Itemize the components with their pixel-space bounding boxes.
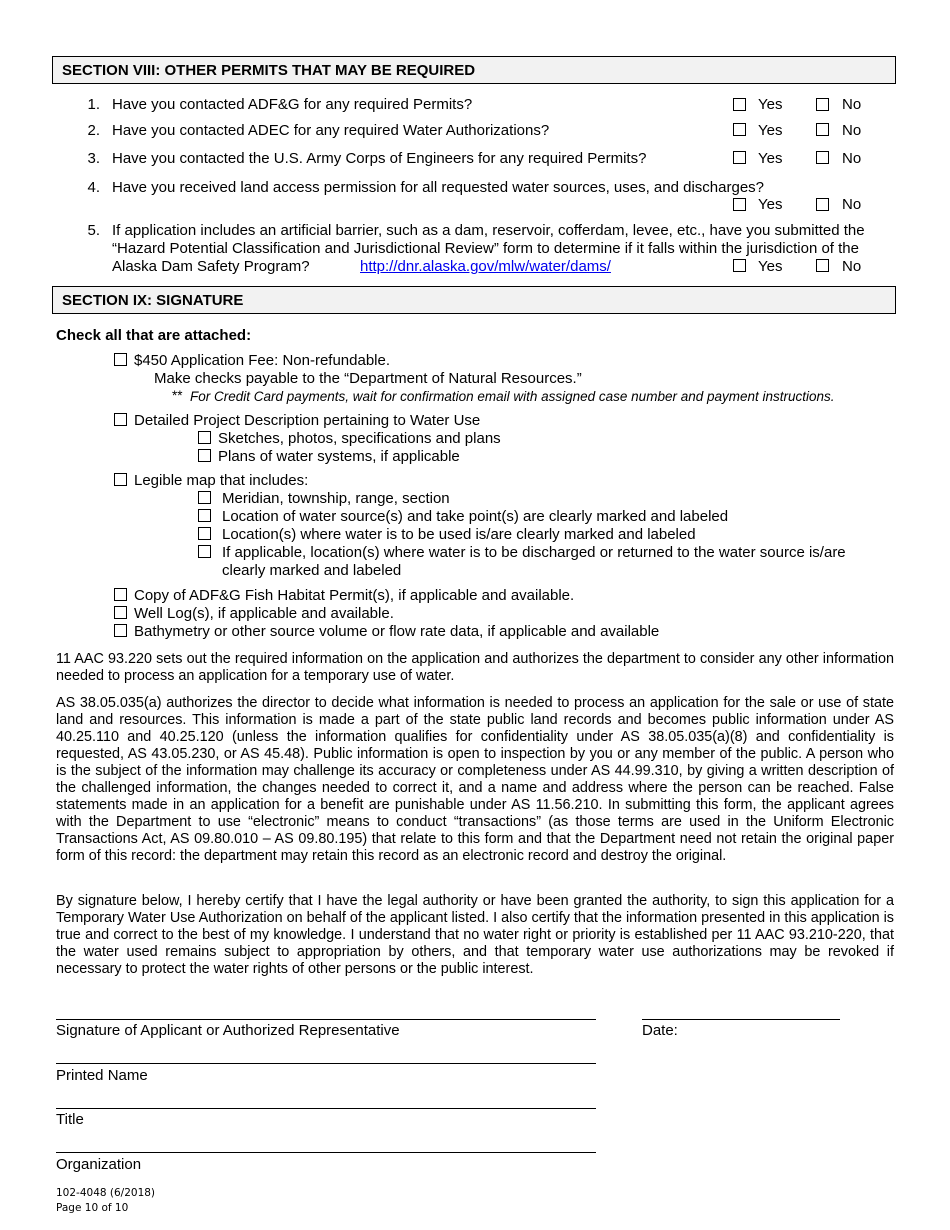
water-use-location-checkbox[interactable] (198, 527, 211, 540)
water-systems-label: Plans of water systems, if applicable (218, 448, 460, 465)
question-1-yes-label: Yes (758, 96, 783, 113)
check-all-heading: Check all that are attached: (56, 327, 252, 344)
project-description-checkbox[interactable] (114, 413, 127, 426)
credit-card-note: For Credit Card payments, wait for confirmation email with assigned case number and payment instructions. (190, 389, 835, 404)
bathymetry-checkbox[interactable] (114, 624, 127, 637)
question-4-text: Have you received land access permission for all requested water sources, uses, and discharges? (112, 179, 765, 196)
sketches-checkbox[interactable] (198, 431, 211, 444)
question-5-line-2: “Hazard Potential Classification and Jurisdictional Review” form to determine if it falls within the jurisdiction of the (112, 240, 859, 257)
fee-checks-note: Make checks payable to the “Department of Natural Resources.” (154, 370, 582, 387)
fee-checkbox[interactable] (114, 353, 127, 366)
date-line[interactable] (642, 1019, 840, 1020)
water-use-location-label: Location(s) where water is to be used is/are clearly marked and labeled (222, 526, 696, 543)
question-5-line-1: If application includes an artificial barrier, such as a dam, reservoir, cofferdam, levee, etc., have you submitted the (112, 222, 865, 239)
question-5-number: 5. (87, 222, 100, 239)
question-2-number: 2. (87, 122, 100, 139)
paragraph-certification: By signature below, I hereby certify that I have the legal authority or have been granted the authority, to sign this application for a Temporary Water Use Authorization on behalf of the applicant listed. I also certify that the information presented in this application is true and correct to the best of my knowledge. I understand that no water right or priority is established per 11 AAC 93.210-220, that the water used remains subject to appropriation by others, and that temporary water use authorizations may be revoked if necessary to protect the water rights of other persons or the public interest. (56, 893, 894, 977)
question-1-text: Have you contacted ADF&G for any required Permits? (112, 96, 473, 113)
question-2-yes-label: Yes (758, 122, 783, 139)
sketches-label: Sketches, photos, specifications and plans (218, 430, 501, 447)
fish-habitat-label: Copy of ADF&G Fish Habitat Permit(s), if applicable and available. (134, 587, 575, 604)
question-3-yes-label: Yes (758, 150, 783, 167)
section-9-header: SECTION IX: SIGNATURE (52, 286, 896, 314)
question-2-yes-checkbox[interactable] (733, 123, 746, 136)
question-4-no-checkbox[interactable] (816, 198, 829, 211)
question-5-yes-checkbox[interactable] (733, 259, 746, 272)
map-label: Legible map that includes: (134, 472, 309, 489)
section-8-header: SECTION VIII: OTHER PERMITS THAT MAY BE REQUIRED (52, 56, 896, 84)
discharge-location-label-line-2: clearly marked and labeled (222, 562, 402, 579)
meridian-label: Meridian, township, range, section (222, 490, 450, 507)
question-3-no-label: No (842, 150, 862, 167)
question-1-no-label: No (842, 96, 862, 113)
question-5-yes-label: Yes (758, 258, 783, 275)
question-4-yes-checkbox[interactable] (733, 198, 746, 211)
question-2-text: Have you contacted ADEC for any required Water Authorizations? (112, 122, 550, 139)
printed-name-line[interactable] (56, 1063, 596, 1064)
water-source-checkbox[interactable] (198, 509, 211, 522)
question-1-no-checkbox[interactable] (816, 98, 829, 111)
title-label: Title (56, 1111, 84, 1128)
water-systems-checkbox[interactable] (198, 449, 211, 462)
question-3-text: Have you contacted the U.S. Army Corps of Engineers for any required Permits? (112, 150, 647, 167)
fish-habitat-checkbox[interactable] (114, 588, 127, 601)
well-log-checkbox[interactable] (114, 606, 127, 619)
water-source-label: Location of water source(s) and take point(s) are clearly marked and labeled (222, 508, 729, 525)
organization-line[interactable] (56, 1152, 596, 1153)
bathymetry-label: Bathymetry or other source volume or flow rate data, if applicable and available (134, 623, 660, 640)
question-2-no-checkbox[interactable] (816, 123, 829, 136)
printed-name-label: Printed Name (56, 1067, 148, 1084)
question-3-yes-checkbox[interactable] (733, 151, 746, 164)
question-3-number: 3. (87, 150, 100, 167)
question-4-number: 4. (87, 179, 100, 196)
question-3-no-checkbox[interactable] (816, 151, 829, 164)
signature-label: Signature of Applicant or Authorized Representative (56, 1022, 400, 1039)
discharge-location-label-line-1: If applicable, location(s) where water is to be discharged or returned to the water source is/are (222, 544, 846, 561)
fee-note-stars: ** (172, 388, 183, 403)
question-5-no-checkbox[interactable] (816, 259, 829, 272)
signature-line[interactable] (56, 1019, 596, 1020)
organization-label: Organization (56, 1156, 142, 1173)
question-4-no-label: No (842, 196, 862, 213)
question-1-yes-checkbox[interactable] (733, 98, 746, 111)
question-4-yes-label: Yes (758, 196, 783, 213)
meridian-checkbox[interactable] (198, 491, 211, 504)
date-label: Date: (642, 1022, 678, 1039)
well-log-label: Well Log(s), if applicable and available. (134, 605, 394, 622)
paragraph-public-information: AS 38.05.035(a) authorizes the director to decide what information is needed to process an application for the sale or use of state land and resources. This information is made a part of the state public land records and becomes public information under AS 40.25.110 and 40.25.120 (unless the information qualifies for confidentiality under AS 38.05.035(a)(8) and confidentiality is requested, AS 43.05.230, or AS 45.48). Public information is open to inspection by you or any member of the public. A person who is the subject of the information may challenge its accuracy or completeness under AS 44.99.310, by giving a written description of the challenged information, the changes needed to correct it, and a name and address where the person can be reached. False statements made in an application for a benefit are punishable under AS 11.56.210. In submitting this form, the applicant agrees with the Department to use “electronic” means to conduct “transactions” (as those terms are used in the Uniform Electronic Transactions Act, AS 09.80.010 – AS 09.80.195) that relate to this form and that the Department need not retain the original paper form of this record: the department may retain this record as an electronic record and destroy the original. (56, 695, 894, 864)
project-description-label: Detailed Project Description pertaining to Water Use (134, 412, 481, 429)
question-1-number: 1. (87, 96, 100, 113)
dam-safety-link[interactable]: http://dnr.alaska.gov/mlw/water/dams/ (360, 258, 611, 275)
paragraph-aac-93-220: 11 AAC 93.220 sets out the required information on the application and authorizes the department to consider any other information needed to process an application for a temporary use of water. (56, 651, 894, 684)
form-number: 102-4048 (6/2018) (56, 1187, 156, 1199)
question-5-no-label: No (842, 258, 862, 275)
title-line[interactable] (56, 1108, 596, 1109)
question-2-no-label: No (842, 122, 862, 139)
page-number: Page 10 of 10 (56, 1202, 129, 1214)
fee-label: $450 Application Fee: Non-refundable. (134, 352, 391, 369)
question-5-line-3: Alaska Dam Safety Program? (112, 258, 310, 275)
map-checkbox[interactable] (114, 473, 127, 486)
discharge-location-checkbox[interactable] (198, 545, 211, 558)
